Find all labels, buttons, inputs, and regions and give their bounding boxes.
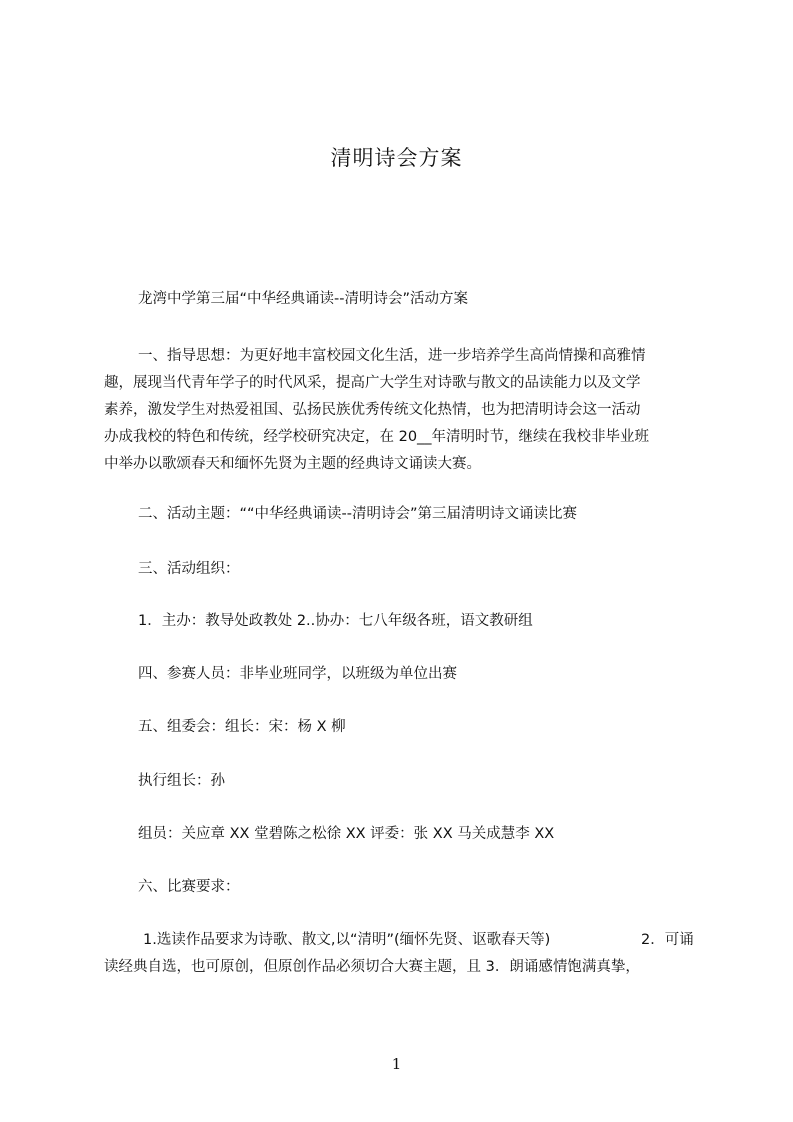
activity-theme: 二、活动主题：““中华经典诵读--清明诗会”第三届清明诗文诵读比赛 — [138, 506, 577, 522]
organization-heading: 三、活动组织： — [138, 561, 240, 577]
participants: 四、参赛人员：非毕业班同学，以班级为单位出赛 — [138, 666, 457, 682]
page-number: 1 — [391, 1055, 402, 1073]
committee-members: 组员：关应章 XX 堂碧陈之松徐 XX 评委：张 XX 马关成慧李 XX — [138, 826, 555, 842]
guiding-line-3: 素养，激发学生对热爱祖国、弘扬民族优秀传统文化热情，也为把清明诗会这一活动 — [104, 402, 641, 418]
requirements-heading: 六、比赛要求： — [138, 879, 240, 895]
requirement-line-1a: 1.选读作品要求为诗歌、散文,以“清明”(缅怀先贤、讴歌春天等) — [143, 932, 551, 948]
requirement-line-1b: 2．可诵 — [641, 932, 694, 948]
requirement-line-2: 读经典自选，也可原创，但原创作品必须切合大赛主题，且 3．朗诵感情饱满真挚， — [104, 959, 640, 975]
committee: 五、组委会：组长：宋：杨 X 柳 — [138, 719, 346, 735]
executive-leader: 执行组长：孙 — [138, 773, 225, 789]
document-title: 清明诗会方案 — [330, 146, 463, 170]
guiding-line-5: 中举办以歌颂春天和缅怀先贤为主题的经典诗文诵读大赛。 — [104, 456, 481, 472]
guiding-line-2: 趣，展现当代青年学子的时代风采，提高广大学生对诗歌与散文的品读能力以及文学 — [104, 375, 641, 391]
guiding-line-1: 一、指导思想：为更好地丰富校园文化生活，进一步培养学生高尚情操和高雅情 — [138, 348, 646, 364]
organization-detail: 1．主办：教导处政教处 2..协办：七八年级各班，语文教研组 — [138, 613, 533, 629]
document-subtitle: 龙湾中学第三届“中华经典诵读--清明诗会”活动方案 — [138, 291, 468, 307]
guiding-line-4: 办成我校的特色和传统，经学校研究决定，在 20__年清明时节，继续在我校非毕业班 — [104, 429, 650, 445]
